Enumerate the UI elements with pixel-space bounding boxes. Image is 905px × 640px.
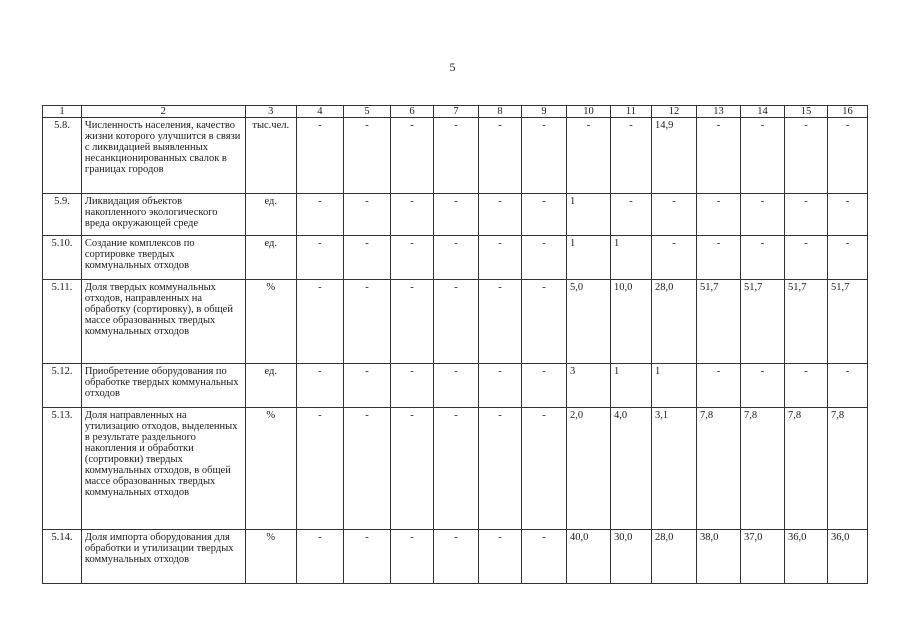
value-cell: - bbox=[343, 530, 390, 584]
value-cell: 37,0 bbox=[740, 530, 784, 584]
value-cell: 3 bbox=[567, 364, 611, 408]
value-cell: - bbox=[343, 236, 390, 280]
value-cell: 7,8 bbox=[784, 408, 827, 530]
value-cell: - bbox=[296, 280, 343, 364]
table-body bbox=[43, 118, 868, 584]
indicator-name: Доля направленных на утилизацию отходов, выделенных в результате раздельного накопления и обработки (сортировки) твердых коммунальных отходов, в общей массе образованных твердых коммунальных отходов bbox=[81, 408, 245, 530]
value-cell: - bbox=[521, 118, 566, 194]
unit-cell: ед. bbox=[245, 364, 296, 408]
value-cell: - bbox=[784, 118, 827, 194]
value-cell: - bbox=[740, 236, 784, 280]
value-cell: - bbox=[479, 530, 522, 584]
unit-cell: ед. bbox=[245, 194, 296, 236]
table-row bbox=[43, 280, 868, 364]
value-cell: - bbox=[433, 408, 478, 530]
column-header: 4 bbox=[296, 106, 343, 118]
value-cell: - bbox=[390, 194, 433, 236]
value-cell: - bbox=[521, 194, 566, 236]
value-cell: - bbox=[433, 118, 478, 194]
column-header: 10 bbox=[567, 106, 611, 118]
column-header: 15 bbox=[784, 106, 827, 118]
value-cell: - bbox=[740, 364, 784, 408]
value-cell: - bbox=[296, 530, 343, 584]
value-cell: 28,0 bbox=[651, 280, 696, 364]
value-cell: - bbox=[390, 280, 433, 364]
value-cell: - bbox=[343, 280, 390, 364]
value-cell: 7,8 bbox=[827, 408, 867, 530]
indicator-name: Приобретение оборудования по обработке твердых коммунальных отходов bbox=[81, 364, 245, 408]
value-cell: 1 bbox=[651, 364, 696, 408]
column-header: 2 bbox=[81, 106, 245, 118]
value-cell: - bbox=[611, 194, 652, 236]
value-cell: - bbox=[479, 118, 522, 194]
value-cell: - bbox=[433, 530, 478, 584]
value-cell: - bbox=[296, 118, 343, 194]
value-cell: 1 bbox=[567, 236, 611, 280]
value-cell: - bbox=[390, 118, 433, 194]
value-cell: - bbox=[521, 236, 566, 280]
column-header: 16 bbox=[827, 106, 867, 118]
value-cell: 51,7 bbox=[784, 280, 827, 364]
value-cell: - bbox=[479, 194, 522, 236]
value-cell: - bbox=[696, 236, 740, 280]
value-cell: - bbox=[296, 364, 343, 408]
value-cell: - bbox=[827, 194, 867, 236]
value-cell: - bbox=[433, 236, 478, 280]
column-header: 11 bbox=[611, 106, 652, 118]
value-cell: 51,7 bbox=[740, 280, 784, 364]
column-header: 3 bbox=[245, 106, 296, 118]
column-header: 12 bbox=[651, 106, 696, 118]
value-cell: - bbox=[433, 280, 478, 364]
value-cell: - bbox=[567, 118, 611, 194]
value-cell: - bbox=[696, 364, 740, 408]
value-cell: 36,0 bbox=[827, 530, 867, 584]
row-number: 5.12. bbox=[43, 364, 82, 408]
header-row bbox=[43, 106, 868, 118]
value-cell: 36,0 bbox=[784, 530, 827, 584]
value-cell: 3,1 bbox=[651, 408, 696, 530]
value-cell: - bbox=[479, 236, 522, 280]
row-number: 5.9. bbox=[43, 194, 82, 236]
value-cell: 14,9 bbox=[651, 118, 696, 194]
column-header: 14 bbox=[740, 106, 784, 118]
value-cell: - bbox=[740, 194, 784, 236]
table-row bbox=[43, 408, 868, 530]
value-cell: - bbox=[651, 194, 696, 236]
value-cell: 51,7 bbox=[827, 280, 867, 364]
value-cell: 2,0 bbox=[567, 408, 611, 530]
column-header: 7 bbox=[433, 106, 478, 118]
unit-cell: % bbox=[245, 530, 296, 584]
unit-cell: % bbox=[245, 280, 296, 364]
indicator-name: Доля твердых коммунальных отходов, направленных на обработку (сортировку), в общей массе образованных твердых коммунальных отходов bbox=[81, 280, 245, 364]
column-header: 6 bbox=[390, 106, 433, 118]
column-header: 5 bbox=[343, 106, 390, 118]
unit-cell: % bbox=[245, 408, 296, 530]
value-cell: 1 bbox=[611, 364, 652, 408]
value-cell: 1 bbox=[567, 194, 611, 236]
row-number: 5.13. bbox=[43, 408, 82, 530]
value-cell: - bbox=[433, 194, 478, 236]
value-cell: - bbox=[521, 364, 566, 408]
value-cell: - bbox=[784, 364, 827, 408]
value-cell: - bbox=[784, 236, 827, 280]
value-cell: - bbox=[521, 408, 566, 530]
value-cell: - bbox=[343, 118, 390, 194]
value-cell: 51,7 bbox=[696, 280, 740, 364]
row-number: 5.11. bbox=[43, 280, 82, 364]
value-cell: - bbox=[390, 408, 433, 530]
column-header: 1 bbox=[43, 106, 82, 118]
indicator-name: Численность населения, качество жизни которого улучшится в связи с ликвидацией выявленных несанкционированных свалок в границах городов bbox=[81, 118, 245, 194]
value-cell: - bbox=[696, 194, 740, 236]
table-row bbox=[43, 194, 868, 236]
value-cell: - bbox=[740, 118, 784, 194]
column-header: 13 bbox=[696, 106, 740, 118]
column-header: 8 bbox=[479, 106, 522, 118]
table-row bbox=[43, 236, 868, 280]
value-cell: - bbox=[479, 408, 522, 530]
row-number: 5.10. bbox=[43, 236, 82, 280]
value-cell: - bbox=[696, 118, 740, 194]
value-cell: - bbox=[827, 118, 867, 194]
indicators-table bbox=[42, 105, 868, 584]
value-cell: 5,0 bbox=[567, 280, 611, 364]
value-cell: - bbox=[479, 280, 522, 364]
value-cell: - bbox=[296, 236, 343, 280]
indicator-name: Ликвидация объектов накопленного экологического вреда окружающей среде bbox=[81, 194, 245, 236]
table-row bbox=[43, 364, 868, 408]
value-cell: - bbox=[521, 530, 566, 584]
value-cell: - bbox=[479, 364, 522, 408]
value-cell: 10,0 bbox=[611, 280, 652, 364]
value-cell: - bbox=[433, 364, 478, 408]
value-cell: 7,8 bbox=[740, 408, 784, 530]
table-row bbox=[43, 530, 868, 584]
value-cell: 7,8 bbox=[696, 408, 740, 530]
value-cell: - bbox=[827, 236, 867, 280]
value-cell: - bbox=[784, 194, 827, 236]
row-number: 5.8. bbox=[43, 118, 82, 194]
page-number: 5 bbox=[449, 60, 456, 74]
value-cell: - bbox=[651, 236, 696, 280]
indicator-name: Доля импорта оборудования для обработки и утилизации твердых коммунальных отходов bbox=[81, 530, 245, 584]
unit-cell: тыс.чел. bbox=[245, 118, 296, 194]
value-cell: - bbox=[296, 194, 343, 236]
value-cell: 38,0 bbox=[696, 530, 740, 584]
value-cell: - bbox=[343, 364, 390, 408]
value-cell: - bbox=[390, 530, 433, 584]
value-cell: - bbox=[343, 408, 390, 530]
value-cell: - bbox=[390, 364, 433, 408]
value-cell: 30,0 bbox=[611, 530, 652, 584]
table-row bbox=[43, 118, 868, 194]
unit-cell: ед. bbox=[245, 236, 296, 280]
value-cell: - bbox=[611, 118, 652, 194]
value-cell: 1 bbox=[611, 236, 652, 280]
value-cell: 28,0 bbox=[651, 530, 696, 584]
value-cell: 4,0 bbox=[611, 408, 652, 530]
value-cell: - bbox=[827, 364, 867, 408]
value-cell: 40,0 bbox=[567, 530, 611, 584]
row-number: 5.14. bbox=[43, 530, 82, 584]
value-cell: - bbox=[521, 280, 566, 364]
value-cell: - bbox=[343, 194, 390, 236]
value-cell: - bbox=[296, 408, 343, 530]
indicator-name: Создание комплексов по сортировке твердых коммунальных отходов bbox=[81, 236, 245, 280]
column-header: 9 bbox=[521, 106, 566, 118]
value-cell: - bbox=[390, 236, 433, 280]
